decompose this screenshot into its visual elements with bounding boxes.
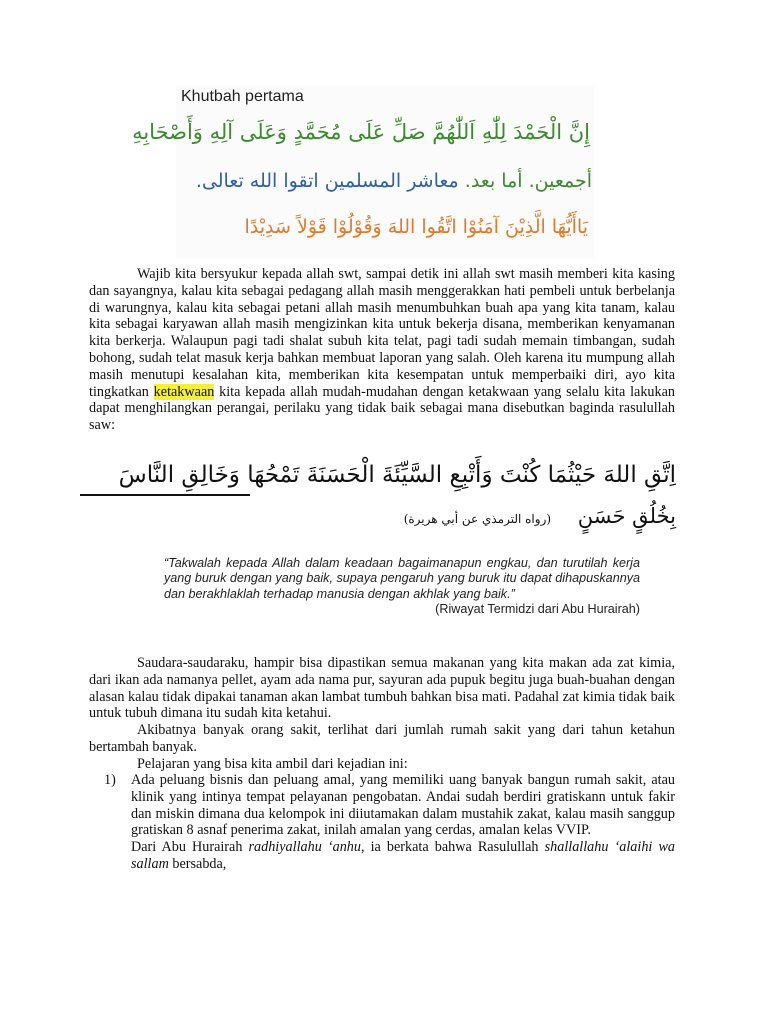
paragraph-2-text: Saudara-saudaraku, hampir bisa dipastikan semua makanan yang kita makan ada zat kimia, dari ikan ada namanya pellet, ayam ada nama pur, sayuran ada pupuk begitu juga buah-buahan dengan alasan kalau tidak dipakai tanaman akan lambat tumbuh bahkan bisa mati. Padahal zat kimia tidak baik untuk tubuh dimana itu sudah kita ketahui. (89, 655, 675, 722)
arabic-opening-line2 (196, 170, 592, 192)
highlighted-word: ketakwaan (153, 383, 215, 400)
paragraph-3-text: Akibatnya banyak orang sakit, terlihat dari jumlah rumah sakit yang dari tahun ketahun bertambah banyak. (89, 722, 675, 755)
arabic-opening-line2-part2: معاشر المسلمين اتقوا الله تعالى. (195, 170, 459, 192)
intro-text-d: shallallahu ‘alaihi wa sallam (131, 839, 675, 872)
list-item-1-hadith-intro (131, 839, 675, 873)
arabic-opening-line1: إِنَّ الْحَمْدَ لِلّٰهِ اَللّٰهُمَّ صَلِّ عَلَى مُحَمَّدٍ وَعَلَى آلِهِ وَأَصْحَابِهِ (132, 120, 590, 144)
hadith-translation (164, 556, 640, 618)
paragraph-2 (89, 655, 675, 773)
intro-text-a: Dari Abu Hurairah (131, 839, 249, 856)
hadith-arabic-source: (رواه الترمذي عن أبي هريرة) (403, 512, 552, 526)
hadith-translation-source: (Riwayat Termidzi dari Abu Hurairah) (435, 602, 640, 617)
paragraph-1-text-b: kita kepada allah mudah-mudahan dengan ketakwaan yang selalu kita lakukan dapat menghilangkan perangai, perilaku yang tidak baik sebagai mana disebutkan baginda rasulullah saw: (89, 383, 675, 434)
intro-text-c: , ia berkata bahwa Rasulullah (360, 839, 545, 856)
arabic-opening-line2-part1: أجمعين. أما بعد. (464, 170, 592, 192)
khutbah-title: Khutbah pertama (181, 88, 304, 105)
list-item-body (131, 772, 675, 873)
hadith-arabic-line2 (76, 504, 676, 528)
list-item-1-text: Ada peluang bisnis dan peluang amal, yang memiliki uang banyak bangun rumah sakit, atau klinik yang intinya tempat pelayanan pengobatan. Andai sudah berdiri gratiskann untuk fakir dan miskin dimana dua kelompok ini diiutamakan dalam mustahik zakat, kalau masih sanggup gratiskan 8 asnaf penerima zakat, inilah amalan yang cerdas, amalan kelas VVIP. (131, 772, 675, 839)
arabic-opening-verse: يَاأَيُّهَا الَّذِيْنَ آمَنُوْا اتَّقُوا اللهَ وَقُوْلُوْا قَوْلاً سَدِيْدًا (244, 216, 588, 238)
intro-text-b: radhiyallahu ‘anhu (248, 839, 361, 856)
paragraph-4-text: Pelajaran yang bisa kita ambil dari kejadian ini: (137, 755, 408, 772)
hadith-arabic-line1: اِتَّقِ اللهَ حَيْثُمَا كُنْتَ وَأَتْبِعِ السَّيِّئَةَ الْحَسَنَةَ تَمْحُهَا وَخَالِقِ النَّاسَ (76, 462, 676, 488)
paragraph-1-text-a: Wajib kita bersyukur kepada allah swt, sampai detik ini allah swt masih memberi kita kasing dan sayangnya, kalau kita sebagai pedagang allah masih menggerakkan hati pembeli untuk berbelanja di warungnya, kalau kita sebagai petani allah masih menumbuhkan buah apa yang kita tanam, kalau kita sebagai karyawan allah masih mengizinkan kita untuk bekerja disana, memberikan kenyamanan kita berkerja. Walaupun pagi tadi shalat subuh kita telat, pagi tadi sudah memain timbangan, sudah bohong, sudah telat masuk kerja bahkan membuat laporan yang salah. Oleh karena itu mumpung allah masih menutupi kesalahan kita, memberikan kita kesempatan untuk memperbaiki diri, ayo kita tingkatkan (89, 266, 675, 400)
intro-text-e: bersabda, (168, 855, 227, 872)
hadith-translation-text: “Takwalah kepada Allah dalam keadaan bagaimanapun engkau, dan turutilah kerja yang buruk dengan yang baik, supaya pengaruh yang buruk itu dapat dihapuskannya dan berakhlaklah terhadap manusia dengan akhlak yang baik.” (164, 556, 640, 601)
hadith-arabic-text: بِخُلُقٍ حَسَنٍ (577, 504, 676, 528)
list-number: 1) (104, 772, 116, 788)
paragraph-1 (89, 266, 675, 434)
